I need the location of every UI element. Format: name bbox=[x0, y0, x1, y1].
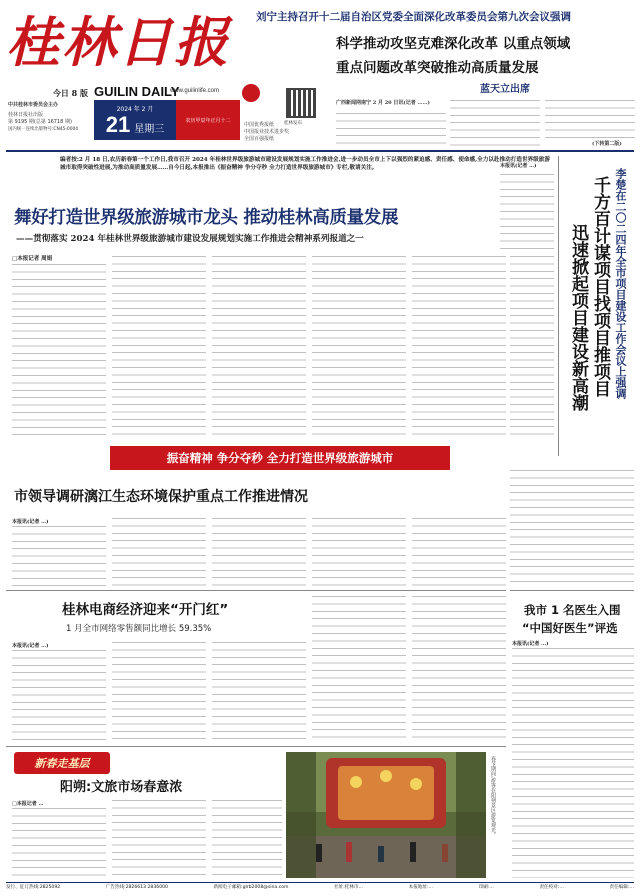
doctor-byline: 本报讯(记者 …) bbox=[512, 641, 549, 647]
editor-note: 编者按:2 月 18 日,农历新春第一个工作日,我市召开 2024 年桂林世界级旅游城市建设发展规划实施工作推进会,进一步动员全市上下以强烈的紧迫感、责任感、使命感,全力以赴推动打造世界级旅游城市取得突破性进展,为推动高质量发展……自今日起,本报推出《振奋精神 争分夺秒 全力打造世界级旅游城市》专栏,敬请关注。 bbox=[60, 157, 550, 172]
id-line-2: 国内统一连续出版物号:CN45-0004 bbox=[8, 127, 79, 132]
logo-text: 桂林日报 bbox=[6, 10, 230, 74]
masthead-logo bbox=[6, 6, 236, 78]
lead-body-col bbox=[412, 256, 506, 440]
story-two-body bbox=[412, 518, 506, 586]
lead-body-col bbox=[510, 256, 554, 440]
lead-byline: □本报记者 周娟 bbox=[12, 256, 53, 262]
story-three-subhead: 1 月全市网络零售额同比增长 59.35% bbox=[66, 624, 212, 634]
footer-divider bbox=[6, 882, 634, 883]
top-news-body bbox=[450, 100, 540, 147]
lead-slogan: 振奋精神 争分夺秒 全力打造世界级旅游城市 bbox=[166, 451, 394, 465]
story-three-body bbox=[212, 642, 306, 742]
right-story-body bbox=[500, 174, 554, 250]
lead-subhead: ——贯彻落实 2024 年桂林世界级旅游城市建设发展规划实施工作推进会精神系列报道之一 bbox=[16, 234, 364, 244]
footer-item: 新闻电子邮箱:glrb2008@sina.com bbox=[213, 885, 289, 890]
spring-body bbox=[12, 808, 106, 878]
masthead-divider bbox=[6, 150, 634, 152]
story-two-headline: 市领导调研漓江生态环境保护重点工作推进情况 bbox=[14, 489, 308, 505]
footer-item: 社址:桂林市… bbox=[334, 885, 364, 890]
top-news-byline: 蓝天立出席 bbox=[480, 84, 530, 95]
lunar-date: 农历甲辰年正月十二 bbox=[185, 117, 231, 124]
lead-body-col bbox=[12, 264, 106, 440]
lead-body-col bbox=[212, 256, 306, 440]
footer-item: 发行、征订热线:2825092 bbox=[6, 885, 61, 890]
masthead-left-meta bbox=[8, 88, 88, 133]
top-news-body bbox=[336, 113, 446, 147]
top-news-body bbox=[545, 100, 635, 140]
spring-body bbox=[112, 800, 206, 878]
spring-photo-image bbox=[286, 752, 486, 878]
spring-byline: □本报记者 … bbox=[12, 801, 44, 807]
spring-photo bbox=[286, 752, 486, 878]
footer-item: 印刷:… bbox=[478, 885, 494, 890]
story-three-byline: 本报讯(记者 …) bbox=[12, 643, 49, 649]
id-line-1: 第 9195 期(总第 16718 期) bbox=[8, 119, 72, 125]
story-three-headline: 桂林电商经济迎来“开门红” bbox=[62, 602, 229, 618]
doctor-headline-1: 我市 1 名医生入围 bbox=[524, 603, 621, 617]
footer-bar bbox=[6, 884, 634, 894]
doctor-story-divider bbox=[510, 590, 634, 591]
qr-label: 桂林发布 bbox=[284, 121, 302, 126]
right-story-headline-b: 迅速掀起项目建设新高潮 bbox=[568, 224, 588, 411]
id-line-0: 桂林日报社出版 bbox=[8, 112, 44, 118]
section-divider bbox=[6, 590, 506, 591]
story-two-body bbox=[12, 526, 106, 586]
story-two-body bbox=[212, 518, 306, 586]
story-three-body bbox=[112, 642, 206, 742]
story-three-body bbox=[12, 650, 106, 742]
website: www.guilinlife.com bbox=[170, 88, 220, 94]
masthead-badge-icon bbox=[242, 84, 260, 102]
right-story-body bbox=[510, 470, 634, 586]
top-news-kicker: 刘宁主持召开十二届自治区党委全面深化改革委员会第九次会议强调 bbox=[256, 11, 571, 23]
footer-item: 广告热线:2826613 2836000 bbox=[105, 885, 168, 890]
right-story-headline-a: 千方百计谋项目找项目推项目 bbox=[590, 176, 610, 397]
footer-item: 责任编辑:… bbox=[609, 885, 634, 890]
today-pages: 今日 8 版 bbox=[52, 88, 88, 98]
doctor-headline-2: “中国好医生”评选 bbox=[522, 621, 618, 635]
year-month: 2024 年 2 月 bbox=[116, 105, 154, 113]
qr-code-icon bbox=[286, 88, 316, 118]
doctor-body bbox=[512, 648, 634, 878]
english-name: GUILIN DAILY bbox=[94, 84, 180, 99]
top-news-continued: (下转第二版) bbox=[592, 141, 622, 147]
spring-badge bbox=[14, 752, 110, 774]
spring-badge-label: 新春走基层 bbox=[34, 757, 90, 770]
spring-photo-caption: 春节期间,游客在阳朔景区游览观光。 bbox=[490, 756, 496, 838]
story-three-body bbox=[412, 596, 506, 742]
lead-body-col bbox=[112, 256, 206, 440]
footer-item: 责任校对:… bbox=[539, 885, 564, 890]
publisher: 中共桂林市委员会主办 bbox=[8, 102, 59, 108]
right-story-kicker: 李楚在二〇二四年全市项目建设工作会议上强调 bbox=[614, 168, 627, 399]
honor-item: 中国报业技术进步奖 bbox=[244, 129, 290, 135]
story-two-body bbox=[312, 518, 406, 586]
right-column-divider bbox=[558, 156, 559, 456]
spring-body bbox=[212, 800, 282, 878]
story-two-byline: 本报讯(记者 …) bbox=[12, 519, 49, 525]
lead-body-col bbox=[312, 256, 406, 440]
footer-item: 本报地址:… bbox=[408, 885, 434, 890]
honor-item: 全国百强报纸 bbox=[244, 136, 275, 142]
spring-divider bbox=[6, 746, 506, 747]
story-two-body bbox=[112, 518, 206, 586]
date-day: 21 bbox=[105, 111, 131, 137]
top-news-dateline: 广西新闻网南宁 2 月 20 日讯(记者 ……) bbox=[336, 100, 430, 106]
lead-headline: 舞好打造世界级旅游城市龙头 推动桂林高质量发展 bbox=[14, 208, 399, 228]
top-news-headline-2: 重点问题改革突破推动高质量发展 bbox=[336, 60, 539, 76]
lead-slogan-banner bbox=[110, 446, 450, 470]
top-news-headline-1: 科学推动攻坚克难深化改革 以重点领域 bbox=[336, 36, 571, 52]
honor-item: 中国优秀报纸 bbox=[244, 122, 275, 128]
right-story-byline: 本报讯(记者 …) bbox=[500, 163, 537, 169]
spring-headline: 阳朔:文旅市场春意浓 bbox=[60, 780, 183, 795]
date-block bbox=[94, 100, 240, 140]
weekday: 星期三 bbox=[134, 123, 165, 135]
story-three-body bbox=[312, 596, 406, 742]
